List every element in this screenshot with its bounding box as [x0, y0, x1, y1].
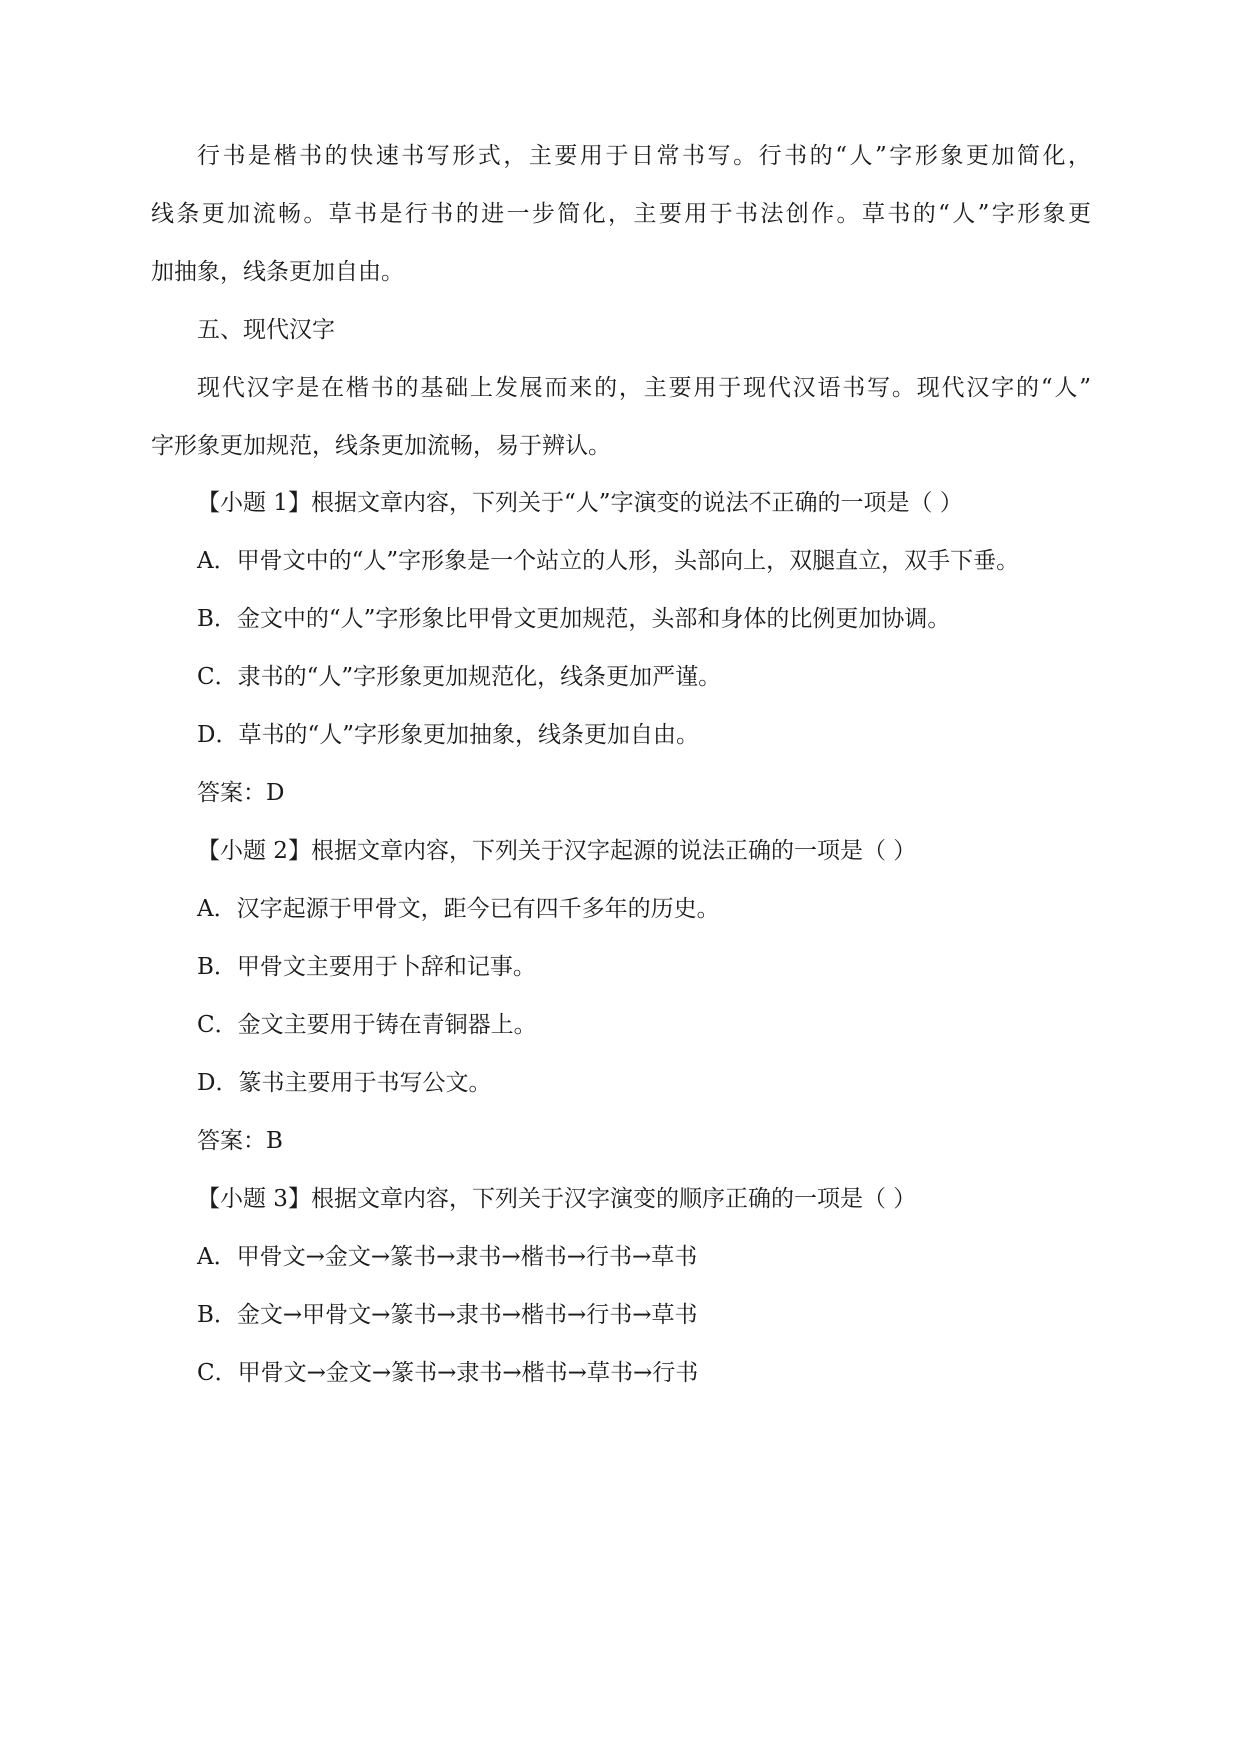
question-1-option-b: B．金文中的“人”字形象比甲骨文更加规范，头部和身体的比例更加协调。 [197, 606, 951, 632]
question-3-option-b: B．金文→甲骨文→篆书→隶书→楷书→行书→草书 [197, 1302, 698, 1328]
paragraph-line: 现代汉字是在楷书的基础上发展而来的，主要用于现代汉语书写。现代汉字的“人” [197, 375, 1091, 401]
question-1-option-c: C．隶书的“人”字形象更加规范化，线条更加严谨。 [197, 664, 722, 690]
section-heading: 五、现代汉字 [197, 317, 335, 343]
question-2-stem: 【小题 2】根据文章内容，下列关于汉字起源的说法正确的一项是（ ） [197, 838, 917, 864]
paragraph-line: 字形象更加规范，线条更加流畅，易于辨认。 [151, 433, 611, 459]
question-2-option-d: D．篆书主要用于书写公文。 [197, 1070, 492, 1096]
question-3-option-a: A．甲骨文→金文→篆书→隶书→楷书→行书→草书 [197, 1244, 698, 1270]
paragraph-line: 行书是楷书的快速书写形式，主要用于日常书写。行书的“人”字形象更加简化， [197, 143, 1091, 169]
question-1-stem: 【小题 1】根据文章内容，下列关于“人”字演变的说法不正确的一项是（ ） [197, 490, 963, 516]
question-2-option-a: A．汉字起源于甲骨文，距今已有四千多年的历史。 [197, 896, 720, 922]
question-2-option-b: B．甲骨文主要用于卜辞和记事。 [197, 954, 536, 980]
question-1-option-a: A．甲骨文中的“人”字形象是一个站立的人形，头部向上，双腿直立，双手下垂。 [197, 548, 1020, 574]
question-2-option-c: C．金文主要用于铸在青铜器上。 [197, 1012, 537, 1038]
question-3-option-c: C．甲骨文→金文→篆书→隶书→楷书→草书→行书 [197, 1360, 699, 1386]
question-1-option-d: D．草书的“人”字形象更加抽象，线条更加自由。 [197, 722, 699, 748]
question-3-stem: 【小题 3】根据文章内容，下列关于汉字演变的顺序正确的一项是（ ） [197, 1186, 917, 1212]
question-1-answer: 答案：D [197, 780, 285, 806]
paragraph-line: 线条更加流畅。草书是行书的进一步简化，主要用于书法创作。草书的“人”字形象更 [151, 201, 1091, 227]
question-2-answer: 答案：B [197, 1128, 283, 1154]
paragraph-line: 加抽象，线条更加自由。 [151, 259, 404, 285]
